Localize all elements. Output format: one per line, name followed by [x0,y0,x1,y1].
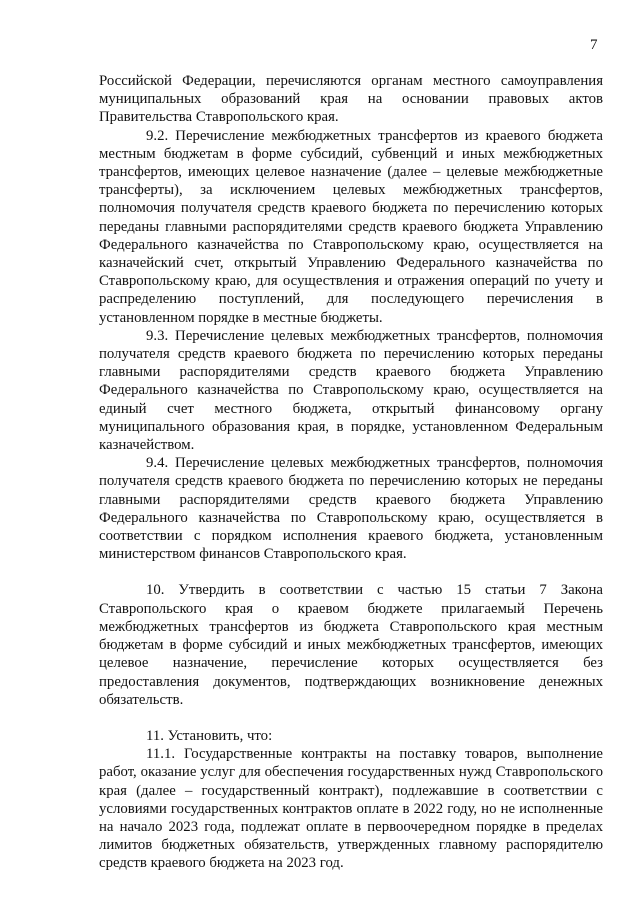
document-body [99,72,603,873]
paragraph-9-3: 9.3. Перечисление целевых межбюджетных трансфертов, полномочия получателя средств краевого бюджета по перечислению которых переданы главными распорядителями средств краевого бюджета Управлению Федерального казначейства по Ставропольскому краю, осуществляется на единый счет местного бюджета, открытый финансовому органу муниципального образования края, в порядке, установленном Федеральным казначейством. [99,327,603,454]
paragraph-continuation: Российской Федерации, перечисляются органам местного самоуправления муниципальных образований края на основании правовых актов Правительства Ставропольского края. [99,73,603,126]
paragraph-9-2: 9.2. Перечисление межбюджетных трансфертов из краевого бюджета местным бюджетам в форме субсидий, субвенций и иных межбюджетных трансфертов, имеющих целевое назначение (далее – целевые межбюджетные трансферты), за исключением целевых межбюджетных трансфертов, полномочия получателя средств краевого бюджета по перечислению которых переданы главными распорядителями средств краевого бюджета Управлению Федерального казначейства по Ставропольскому краю, осуществляется на казначейский счет, открытый Управлению Федерального казначейства по Ставропольскому краю, для осуществления и отражения операций по учету и распределению поступлений, для последующего перечисления в установленном порядке в местные бюджеты. [99,127,603,326]
paragraph-9-4: 9.4. Перечисление целевых межбюджетных трансфертов, полномочия получателя средств краевого бюджета по перечислению которых не переданы главными распорядителями средств краевого бюджета Управлению Федерального казначейства по Ставропольскому краю, осуществляется в соответствии с порядком исполнения краевого бюджета, установленным министерством финансов Ставропольского края. [99,455,603,563]
page-number: 7 [590,37,598,53]
paragraph-11: 11. Установить, что: [146,727,273,744]
paragraph-10: 10. Утвердить в соответствии с частью 15 статьи 7 Закона Ставропольского края о краевом бюджете прилагаемый Перечень межбюджетных трансфертов из бюджета Ставропольского края местным бюджетам в форме субсидий и иных межбюджетных трансфертов, имеющих целевое назначение, перечисление которых осуществляется без предоставления документов, подтверждающих возникновение денежных обязательств. [99,582,603,708]
paragraph-11-1: 11.1. Государственные контракты на поставку товаров, выполнение работ, оказание услуг для обеспечения государственных нужд Ставропольского края (далее – государственный контракт), подлежавшие в соответствии с условиями государственных контрактов оплате в 2022 году, но не исполненные на начало 2023 года, подлежат оплате в первоочередном порядке в пределах лимитов бюджетных обязательств, утвержденных главному распорядителю средств краевого бюджета на 2023 год. [99,746,603,872]
